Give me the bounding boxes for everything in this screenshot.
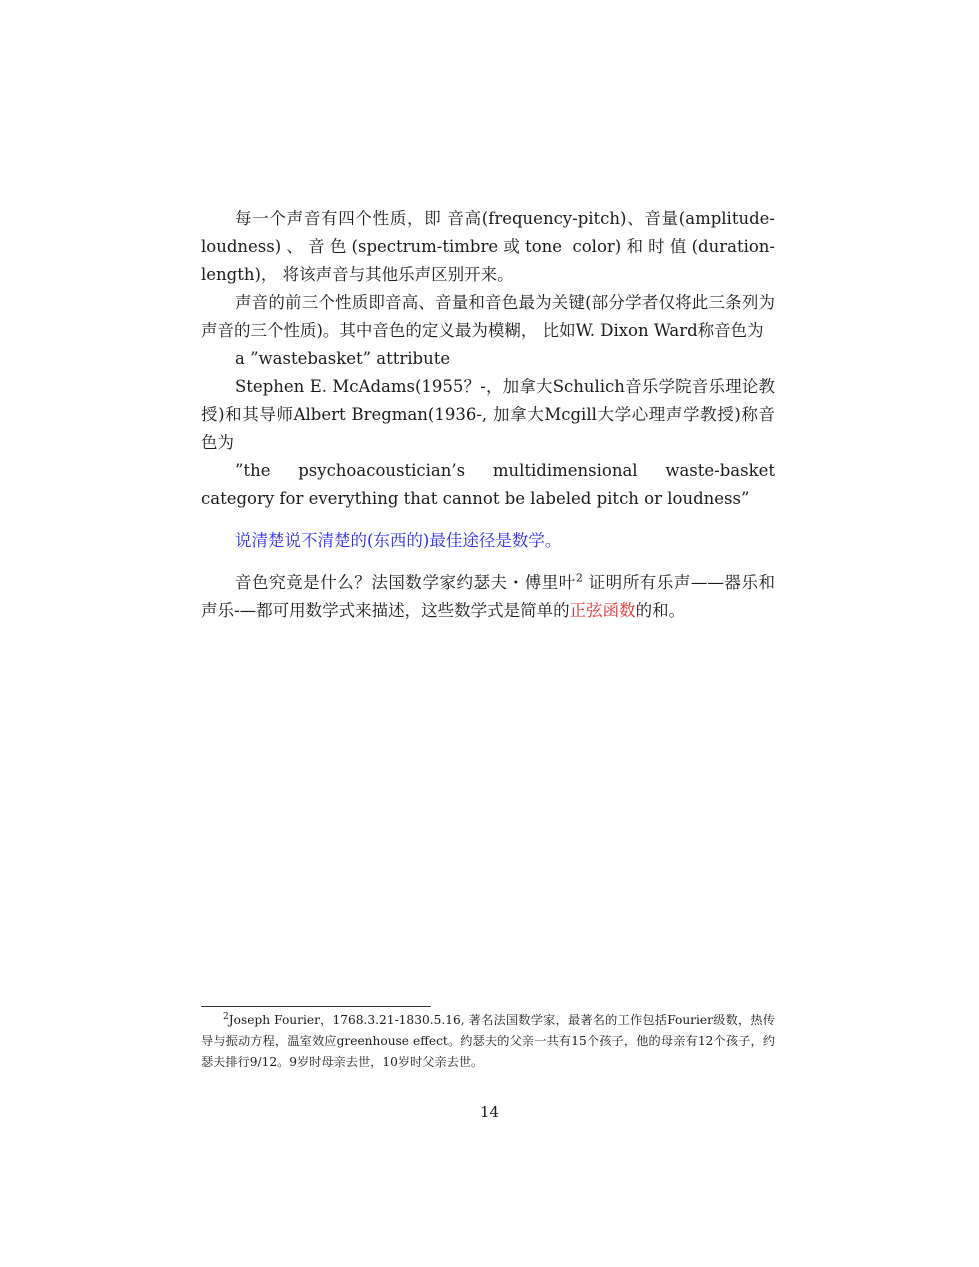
- quote-psychoacoustician: ”the psychoacoustician’s multidimensional waste-basket category for everything that cannot be labeled pitch or loudness”: [201, 461, 775, 508]
- footnote-text: Joseph Fourier，1768.3.21-1830.5.16, 著名法国数学家，最著名的工作包括Fourier级数，热传导与振动方程，温室效应greenhouse effect。约瑟夫的父亲一共有15个孩子，他的母亲有12个孩子，约瑟夫排行9/12。9岁时母亲去世，10岁时父亲去世。: [201, 1013, 775, 1069]
- highlight-math-line: 说清楚说不清楚的(东西的)最佳途径是数学。: [235, 531, 562, 550]
- footnote-marker: 2: [223, 1011, 229, 1022]
- paragraph-fourier: [201, 569, 775, 625]
- quote-wastebasket: a ”wastebasket” attribute: [235, 349, 451, 368]
- fourier-text-end: 的和。: [635, 601, 686, 620]
- footnote-reference: 2: [575, 571, 583, 585]
- paragraph-timbre-definition: 声音的前三个性质即音高、音量和音色最为关键(部分学者仅将此三条列为声音的三个性质)。其中音色的定义最为模糊， 比如W. Dixon Ward称音色为: [201, 293, 775, 340]
- fourier-text-middle: 证明所有乐声——器乐和声乐-—都可用数学式来描述，这些数学式是简单的: [201, 573, 776, 620]
- page-body: [201, 205, 775, 625]
- footnote-divider: [201, 1006, 431, 1007]
- paragraph-mcadams: Stephen E. McAdams(1955？-，加拿大Schulich音乐学院音乐理论教授)和其导师Albert Bregman(1936-, 加拿大Mcgill大学心理声学教授)称音色为: [201, 377, 775, 452]
- fourier-text-start: 音色究竟是什么？法国数学家约瑟夫・傅里叶: [235, 573, 576, 592]
- sine-function-term: 正弦函数: [569, 601, 636, 620]
- page-number: 14: [479, 1103, 500, 1121]
- footnote: [201, 1010, 775, 1073]
- paragraph-sound-properties: 每一个声音有四个性质，即 音高(frequency-pitch)、音量(amplitude-loudness)、音色(spectrum-timbre或tone color)和时值(duration-length)， 将该声音与其他乐声区别开来。: [201, 209, 775, 284]
